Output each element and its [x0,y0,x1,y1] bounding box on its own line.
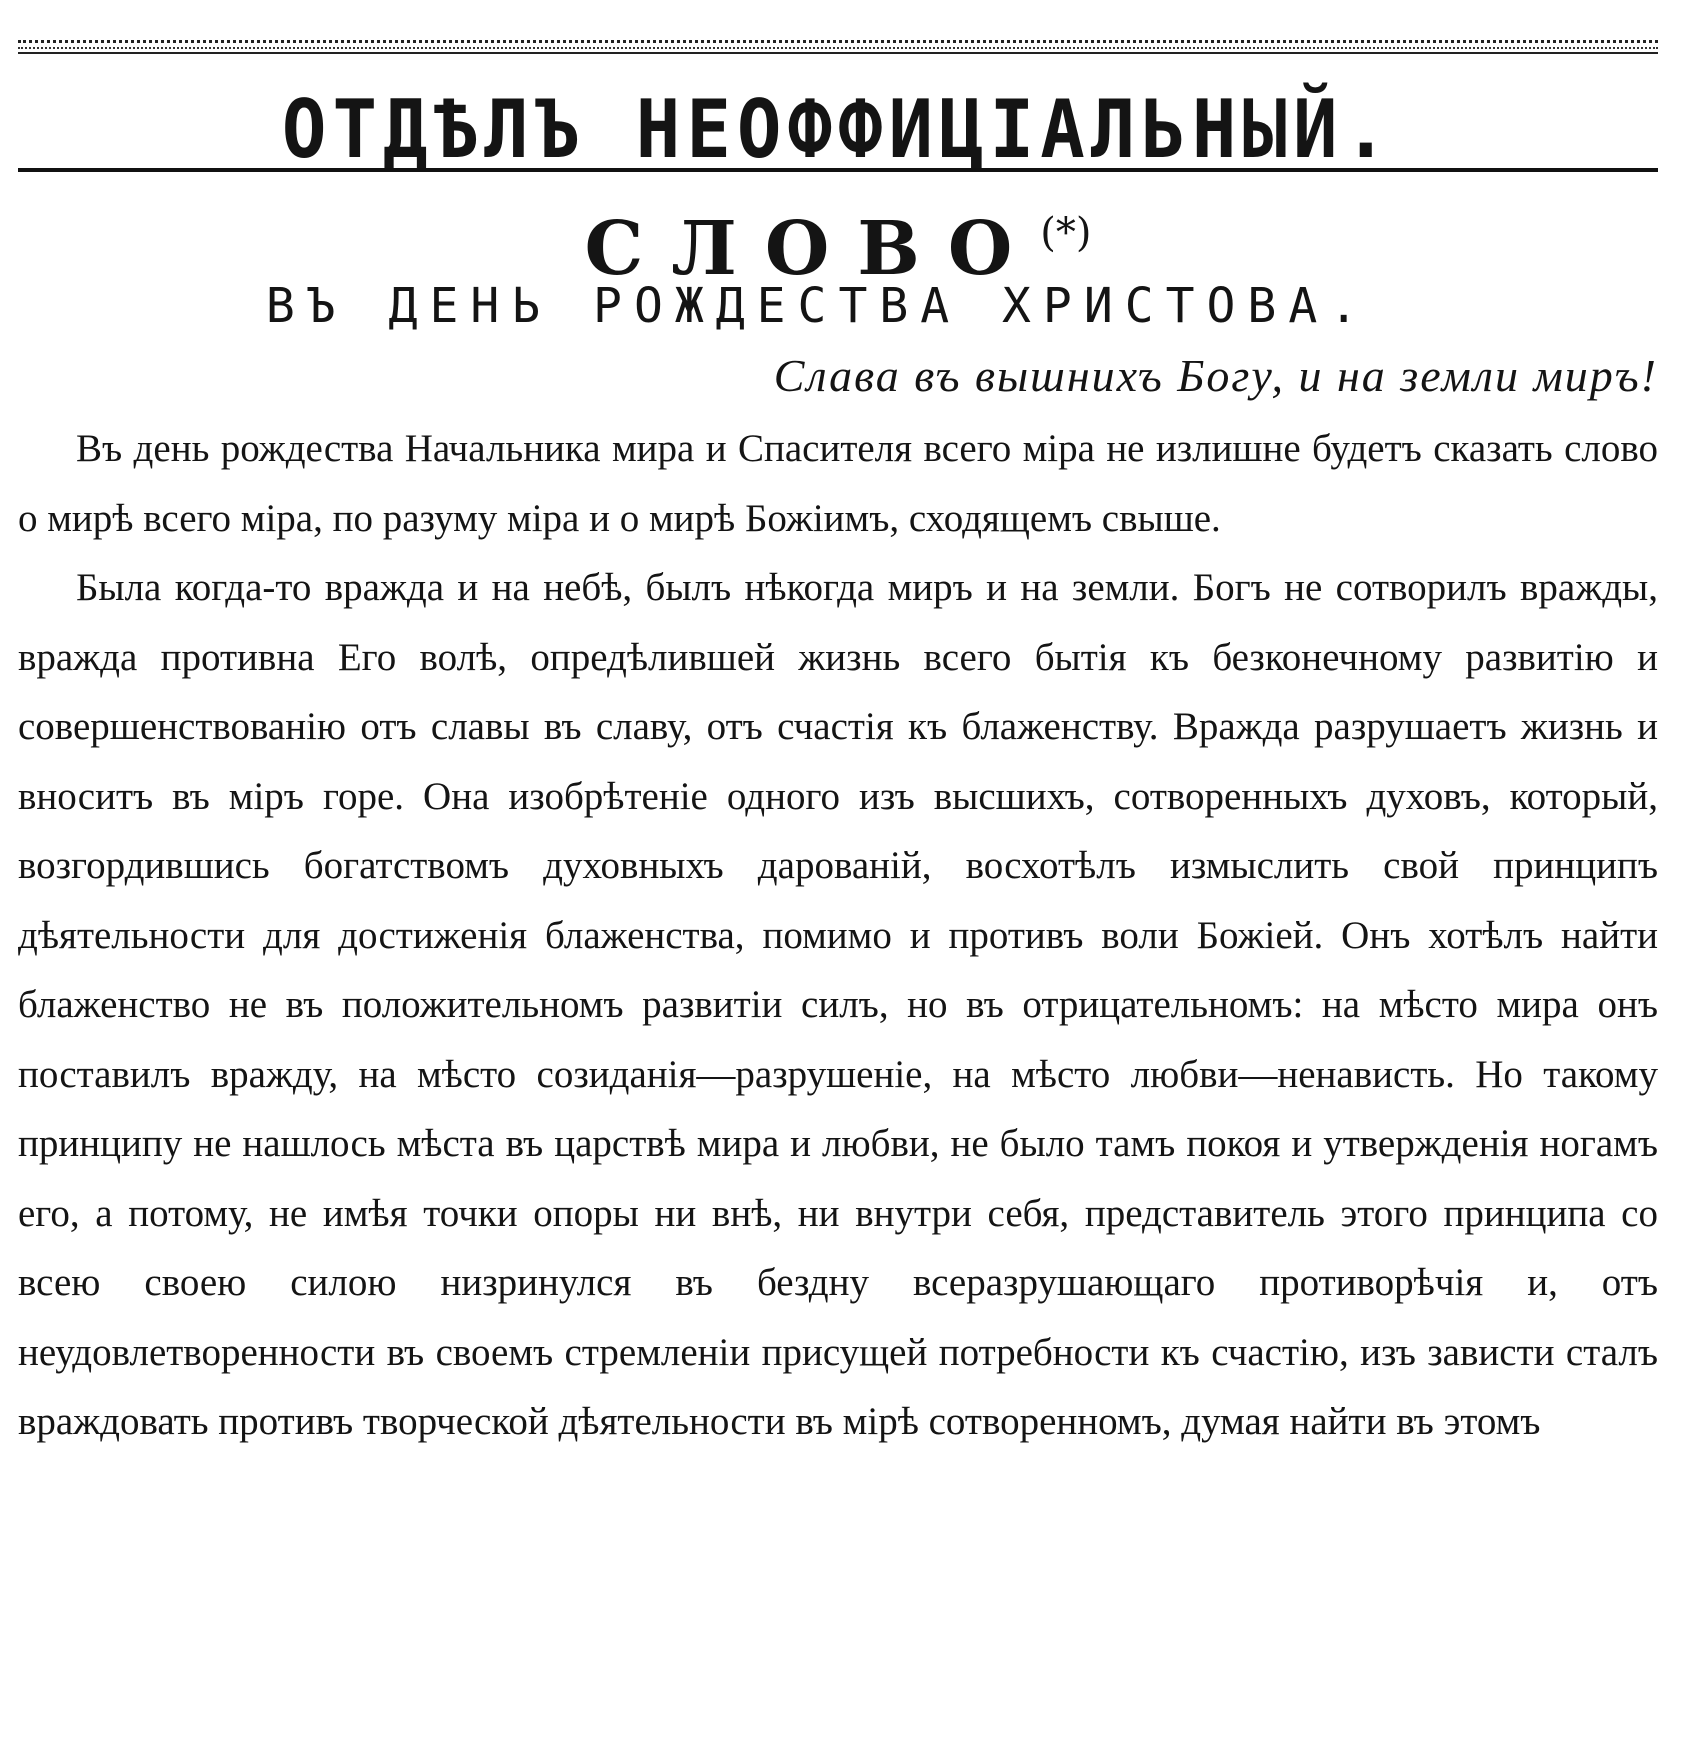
article-body [18,414,1658,1457]
newspaper-page [18,0,1658,1753]
footnote-mark[interactable]: (*) [1040,210,1092,256]
sermon-title-text: СЛОВО [584,206,1041,292]
top-double-rule [18,40,1658,54]
sermon-subtitle: ВЪ ДЕНЬ РОЖДЕСТВА ХРИСТОВА. [265,278,1371,334]
section-title: ОТДѢЛЪ НЕОФФИЦІАЛЬНЫЙ. [281,83,1395,177]
paragraph: Была когда-то вражда и на небѣ, былъ нѣкогда миръ и на земли. Богъ не сотворилъ вражды, вражда противна Его волѣ, опредѣлившей жизнь всего бытія къ безконечному развитію и совершенствованію отъ славы въ славу, отъ счастія къ блаженству. Вражда разрушаетъ жизнь и вноситъ въ міръ горе. Она изобрѣтеніе одного изъ высшихъ, сотворенныхъ духовъ, который, возгордившись богатствомъ духовныхъ дарованій, восхотѣлъ измыслить свой принципъ дѣятельности для достиженія блаженства, помимо и противъ воли Божіей. Онъ хотѣлъ найти блаженство не въ положительномъ развитіи силъ, но въ отрицательномъ: на мѣсто мира онъ поставилъ вражду, на мѣсто созиданія—разрушеніе, на мѣсто любви—ненависть. Но такому принципу не нашлось мѣста въ царствѣ мира и любви, не было тамъ покоя и утвержденія ногамъ его, а потому, не имѣя точки опоры ни внѣ, ни внутри себя, представитель этого принципа со всею своею силою низринулся въ бездну всеразрушающаго противорѣчія и, отъ неудовлетворенности въ своемъ стремленіи присущей потребности къ счастію, изъ зависти сталъ враждовать противъ творческой дѣятельности въ мірѣ сотворенномъ, думая найти въ этомъ [18,566,1658,1443]
epigraph: Слава въ вышнихъ Богу, и на земли миръ! [773,350,1658,401]
paragraph: Въ день рождества Начальника мира и Спасителя всего міра не излишне будетъ сказать слово о мирѣ всего міра, по разуму міра и о мирѣ Божіимъ, сходящемъ свыше. [18,427,1658,540]
section-divider-rule [18,168,1658,172]
